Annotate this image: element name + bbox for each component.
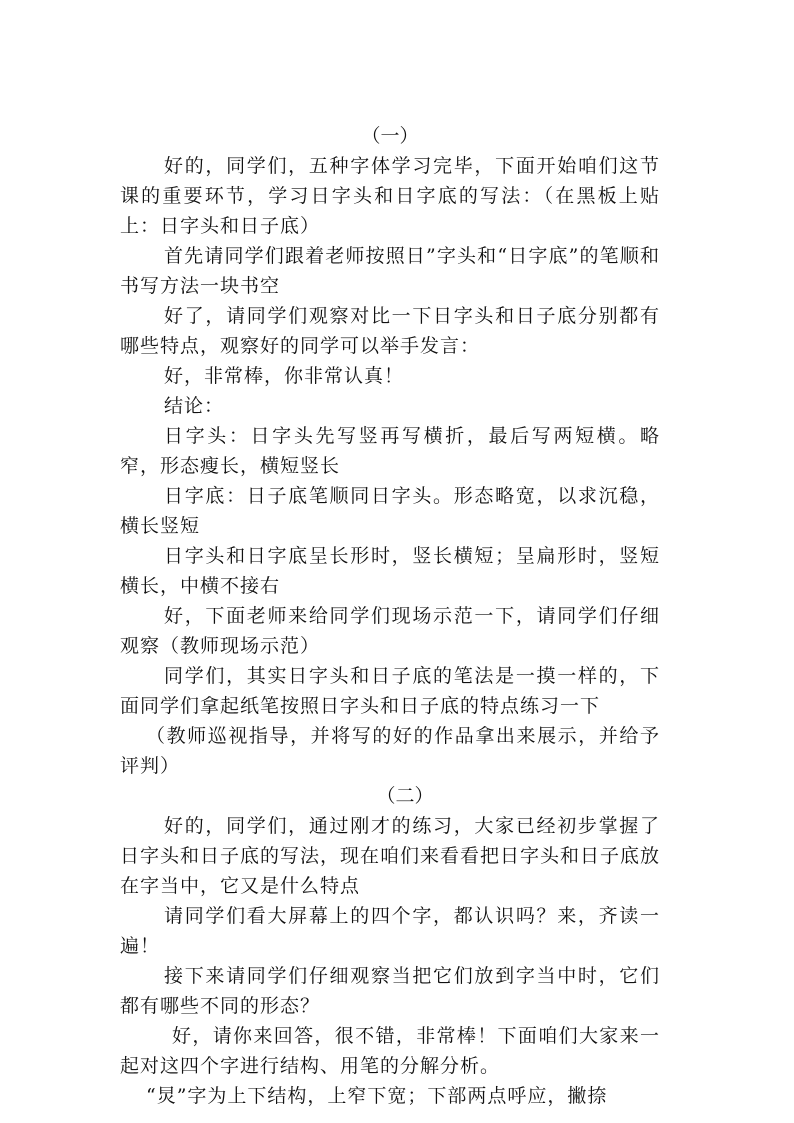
paragraph: 日字头：日字头先写竖再写横折，最后写两短横。略窄，形态瘦长，横短竖长 bbox=[120, 425, 660, 477]
section-heading-1: （一） bbox=[361, 125, 419, 147]
section-heading-2: （二） bbox=[376, 785, 434, 807]
paragraph: 接下来请同学们仔细观察当把它们放到字当中时，它们都有哪些不同的形态？ bbox=[120, 965, 660, 1017]
paragraph: 日字头和日字底呈长形时，竖长横短；呈扁形时，竖短横长，中横不接右 bbox=[120, 545, 660, 597]
paragraph: 同学们，其实日字头和日子底的笔法是一摸一样的，下面同学们拿起纸笔按照日字头和日子底的特点练习一下 bbox=[120, 665, 660, 717]
paragraph: 请同学们看大屏幕上的四个字，都认识吗？来，齐读一遍！ bbox=[120, 905, 660, 957]
paragraph: 好，非常棒，你非常认真！ bbox=[164, 365, 405, 387]
paragraph: 好，请你来回答，很不错，非常棒！下面咱们大家来一起对这四个字进行结构、用笔的分解分析。 bbox=[120, 1025, 660, 1077]
paragraph: 结论： bbox=[164, 395, 225, 417]
document-body bbox=[120, 121, 660, 1111]
paragraph: 首先请同学们跟着老师按照日”字头和“日字底”的笔顺和书写方法一块书空 bbox=[120, 245, 660, 297]
paragraph: 好的，同学们，五种字体学习完毕，下面开始咱们这节课的重要环节，学习日字头和日字底的写法：（在黑板上贴上：日字头和日子底） bbox=[120, 155, 660, 237]
paragraph: （教师巡视指导，并将写的好的作品拿出来展示，并给予评判） bbox=[120, 725, 660, 777]
paragraph: 好，下面老师来给同学们现场示范一下，请同学们仔细观察（教师现场示范） bbox=[120, 605, 660, 657]
paragraph: 好的，同学们，通过刚才的练习，大家已经初步掌握了日字头和日子底的写法，现在咱们来看看把日字头和日子底放在字当中，它又是什么特点 bbox=[120, 815, 661, 897]
paragraph: 日字底：日子底笔顺同日字头。形态略宽，以求沉稳，横长竖短 bbox=[120, 485, 660, 537]
paragraph: “炅”字为上下结构，上窄下宽；下部两点呼应，撇捺 bbox=[146, 1085, 608, 1107]
paragraph: 好了，请同学们观察对比一下日字头和日子底分别都有哪些特点，观察好的同学可以举手发言： bbox=[120, 305, 660, 357]
